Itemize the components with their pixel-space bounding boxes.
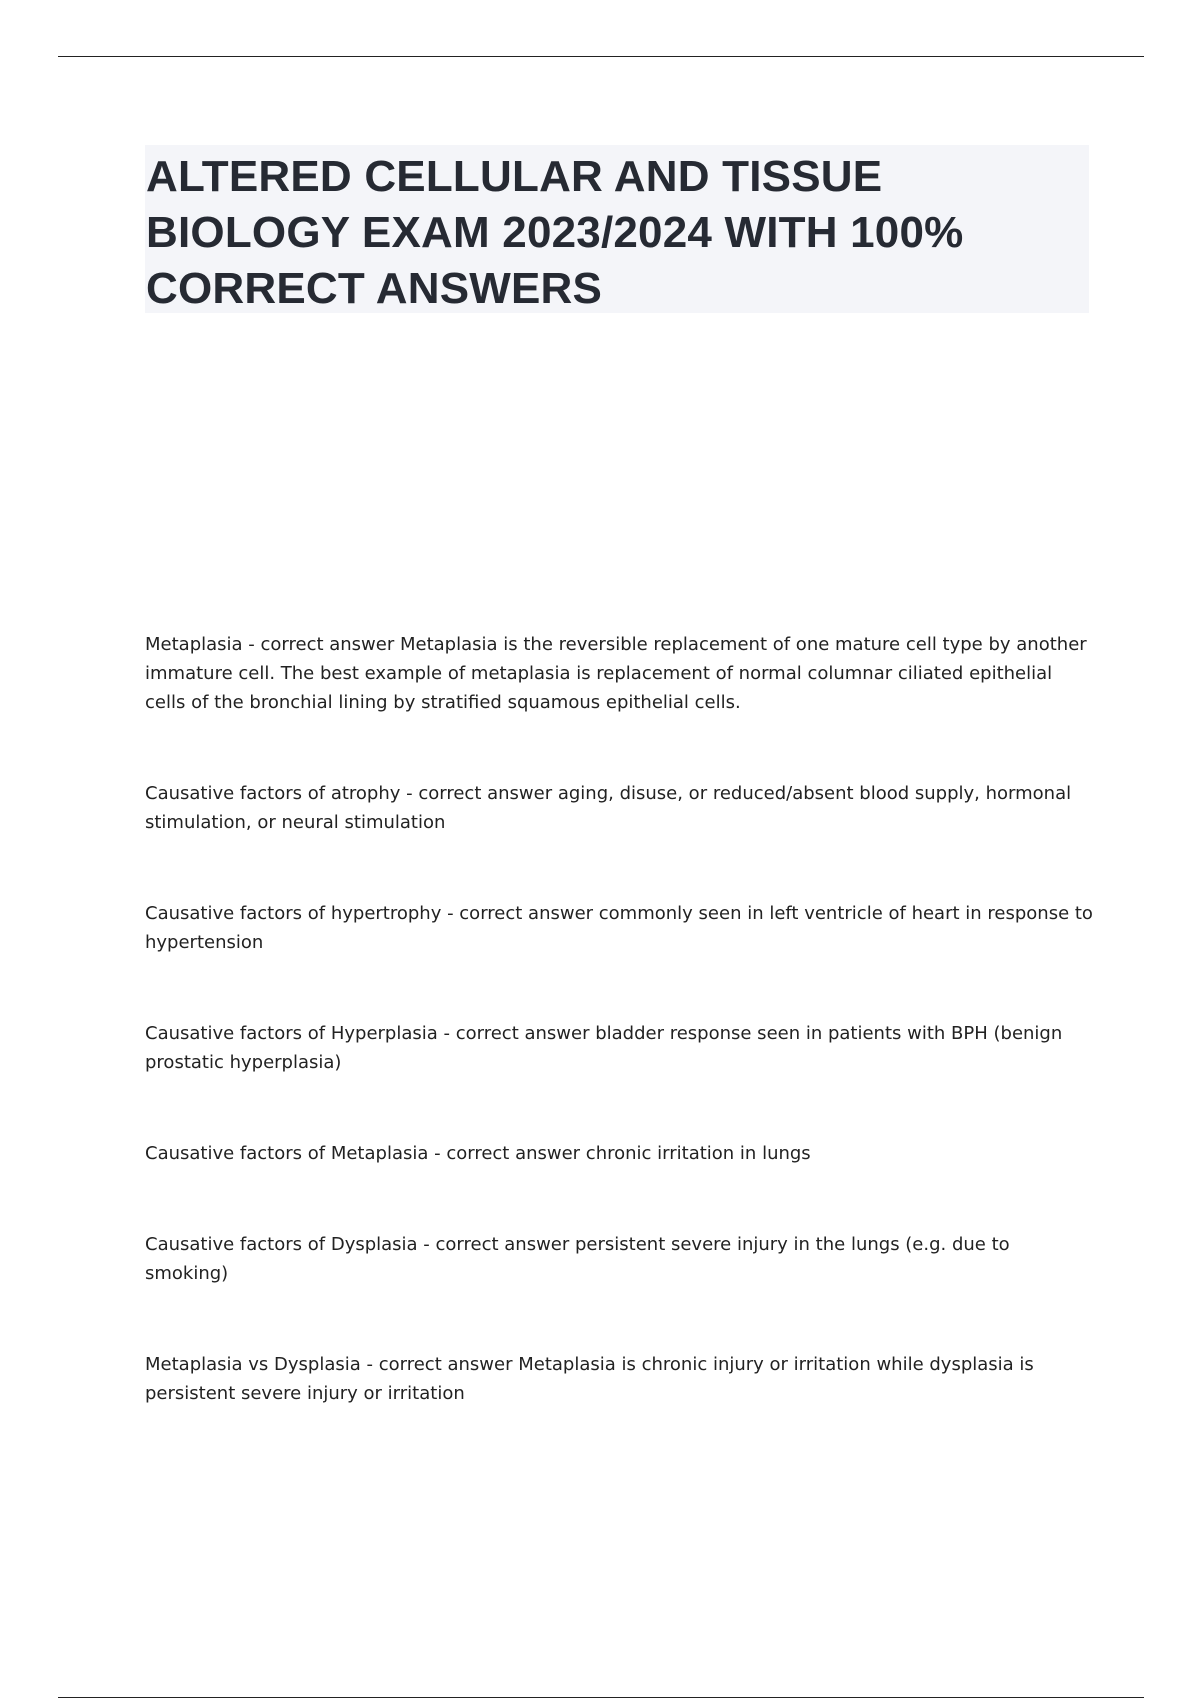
qa-entry-hyperplasia: Causative factors of Hyperplasia - correct answer bladder response seen in patients with BPH (benign prostatic hyperplasia) [145, 1023, 1063, 1073]
qa-entry-metaplasia-vs-dysplasia: Metaplasia vs Dysplasia - correct answer Metaplasia is chronic injury or irritation while dysplasia is persistent severe injury or irritation [145, 1354, 1034, 1404]
qa-list [145, 630, 1095, 1408]
qa-entry-metaplasia-factors: Causative factors of Metaplasia - correct answer chronic irritation in lungs [145, 1143, 811, 1164]
document-title: ALTERED CELLULAR AND TISSUE BIOLOGY EXAM 2023/2024 WITH 100% CORRECT ANSWERS [146, 152, 964, 313]
qa-entry-metaplasia: Metaplasia - correct answer Metaplasia is the reversible replacement of one mature cell type by another immature cell. The best example of metaplasia is replacement of normal columnar ciliated epithelial cells of the bronchial lining by stratified squamous epithelial cells. [145, 634, 1087, 713]
qa-entry-atrophy: Causative factors of atrophy - correct answer aging, disuse, or reduced/absent blood supply, hormonal stimulation, or neural stimulation [145, 783, 1072, 833]
qa-entry-dysplasia: Causative factors of Dysplasia - correct answer persistent severe injury in the lungs (e.g. due to smoking) [145, 1234, 1010, 1284]
footer-rule [58, 1697, 1144, 1698]
title-block [145, 145, 1089, 313]
header-rule [58, 56, 1144, 57]
qa-entry-hypertrophy: Causative factors of hypertrophy - correct answer commonly seen in left ventricle of heart in response to hypertension [145, 903, 1093, 953]
